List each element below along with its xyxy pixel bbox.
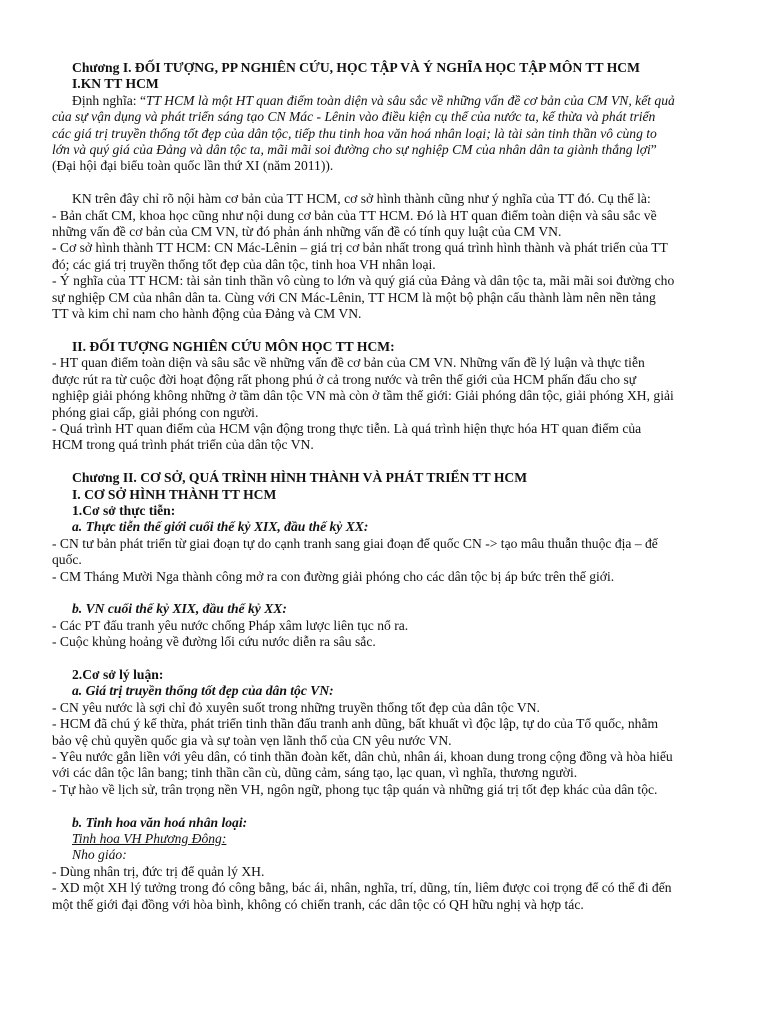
paragraph-line: HCM trong quá trình phát triển của dân tộc VN.: [52, 437, 314, 453]
eastern-culture-subheading: Tinh hoa VH Phương Đông:: [72, 831, 227, 846]
definition-text: lớn và quý giá của Đảng và dân tộc ta, mãi mãi soi đường cho sự nghiệp CM của nhân dân ta giành thắng lợi: [52, 142, 651, 158]
paragraph-line: - Các PT đấu tranh yêu nước chống Pháp xâm lược liên tục nổ ra.: [52, 617, 409, 633]
item-a1-heading: a. Thực tiễn thế giới cuối thế kỷ XIX, đầu thế kỷ XX:: [72, 519, 369, 535]
definition-close: ”: [650, 142, 657, 158]
paragraph-line: - CM Tháng Mười Nga thành công mở ra con đường giải phóng cho các dân tộc bị áp bức trên thế giới.: [52, 568, 615, 584]
paragraph-line: - CN yêu nước là sợi chỉ đỏ xuyên suốt trong những truyền thống tốt đẹp của dân tộc VN.: [52, 699, 540, 715]
paragraph-line: phóng giai cấp, giải phóng con người.: [52, 404, 259, 420]
paragraph-line: - Tự hào về lịch sử, trân trọng nền VH, ngôn ngữ, phong tục tập quán và những giá trị tốt đẹp khác của dân tộc.: [52, 781, 658, 797]
paragraph-line: - HCM đã chú ý kế thừa, phát triển tinh thần đấu tranh anh dũng, bất khuất vì độc lập, tự do của Tổ quốc, nhằm: [52, 716, 659, 732]
paragraph-line: - Cơ sở hình thành TT HCM: CN Mác-Lênin – giá trị cơ bản nhất trong quá trình hình thành và phát triển của TT: [52, 240, 668, 256]
item-b2-heading: b. Tinh hoa văn hoá nhân loại:: [72, 814, 248, 830]
definition-block: [52, 93, 724, 175]
paragraph-line: - HT quan điểm toàn diện và sâu sắc về những vấn đề cơ bản của CM VN. Những vấn đề lý luận và thực tiễn: [52, 355, 645, 371]
paragraph-line: - XD một XH lý tưởng trong đó công bằng, bác ái, nhân, nghĩa, trí, dũng, tín, liêm được coi trọng để có thể đi đến: [52, 880, 672, 896]
paragraph-line: với các dân tộc lân bang; tinh thần cần cù, dũng cảm, sáng tạo, lạc quan, vì nghĩa, thương người.: [52, 765, 578, 781]
paragraph-line: nghiệp giải phóng không những ở tầm dân tộc VN mà còn ở tầm thế giới: Giải phóng dân tộc, giải phóng XH, giải: [52, 388, 674, 404]
paragraph-line: bảo vệ chủ quyền quốc gia và sự toàn vẹn lãnh thổ của CN yêu nước VN.: [52, 732, 452, 748]
paragraph-line: sự nghiệp CM của nhân dân ta. Cùng với CN Mác-Lênin, TT HCM là một bộ phận cấu thành làm nên nền tảng: [52, 289, 656, 305]
paragraph-line: - CN tư bản phát triển từ giai đoạn tự do cạnh tranh sang giai đoạn đế quốc CN -> tạo mâu thuẫn thuộc địa – đế: [52, 535, 658, 551]
section-basis-heading: I. CƠ SỞ HÌNH THÀNH TT HCM: [72, 486, 277, 502]
section-kn-heading: I.KN TT HCM: [72, 76, 159, 92]
subsection-practical-heading: 1.Cơ sở thực tiễn:: [72, 502, 176, 518]
definition-line: các giá trị truyền thống tốt đẹp của dân tộc, tiếp thu tinh hoa văn hoá nhân loại; là tài sản tinh thần vô cùng to: [52, 125, 657, 141]
paragraph-line: - Cuộc khủng hoảng về đường lối cứu nước diễn ra sâu sắc.: [52, 634, 376, 650]
definition-text: TT HCM là một HT quan điểm toàn diện và sâu sắc về những vấn đề cơ bản của CM VN, kết quả: [146, 92, 675, 108]
confucianism-subheading: Nho giáo:: [72, 847, 127, 863]
chapter-1-title: Chương I. ĐỐI TƯỢNG, PP NGHIÊN CỨU, HỌC TẬP VÀ Ý NGHĨA HỌC TẬP MÔN TT HCM: [72, 60, 640, 75]
item-b1-heading: b. VN cuối thế kỷ XIX, đầu thế kỷ XX:: [72, 601, 287, 617]
paragraph-line: quốc.: [52, 552, 82, 568]
paragraph-line: những vấn đề cơ bản của CM VN, từ đó phản ánh những vấn đề có tính quy luật của CM VN.: [52, 224, 562, 240]
paragraph-line: - Ý nghĩa của TT HCM: tài sản tinh thần vô cùng to lớn và quý giá của Đảng và dân tộc ta, mãi mãi soi đường cho: [52, 273, 675, 289]
item-a2-heading: a. Giá trị truyền thống tốt đẹp của dân tộc VN:: [72, 683, 334, 699]
paragraph-line: đó; các giá trị truyền thống tốt đẹp của dân tộc, tinh hoa VH nhân loại.: [52, 256, 436, 272]
paragraph-line: - Bản chất CM, khoa học cũng như nội dung cơ bản của TT HCM. Đó là HT quan điểm toàn diện và sâu sắc về: [52, 207, 657, 223]
definition-lead: Định nghĩa: “: [72, 92, 146, 108]
definition-line: [52, 93, 724, 109]
kn-intro: KN trên đây chỉ rõ nội hàm cơ bản của TT HCM, cơ sở hình thành cũng như ý nghĩa của TT đó. Cụ thể là:: [72, 191, 651, 207]
definition-line: [52, 142, 724, 158]
chapter-2-title: Chương II. CƠ SỞ, QUÁ TRÌNH HÌNH THÀNH VÀ PHÁT TRIỂN TT HCM: [72, 470, 528, 486]
paragraph-line: TT và kim chỉ nam cho hành động của Đảng và CM VN.: [52, 306, 362, 322]
definition-source: (Đại hội đại biểu toàn quốc lần thứ XI (năm 2011)).: [52, 158, 334, 174]
definition-line: của sự vận dụng và phát triển sáng tạo CN Mác - Lênin vào điều kiện cụ thể của nước ta, kế thừa và phát triển: [52, 109, 656, 125]
paragraph-line: - Dùng nhân trị, đức trị để quản lý XH.: [52, 863, 265, 879]
subsection-theory-heading: 2.Cơ sở lý luận:: [72, 666, 164, 682]
section-object-heading: II. ĐỐI TƯỢNG NGHIÊN CỨU MÔN HỌC TT HCM:: [72, 338, 395, 354]
paragraph-line: - Yêu nước gắn liền với yêu dân, có tinh thần đoàn kết, dân chủ, nhân ái, khoan dung trong cộng đồng và hòa hiếu: [52, 748, 673, 764]
paragraph-line: một thế giới đại đồng với hòa bình, không có chiến tranh, các dân tộc có QH hữu nghị và hợp tác.: [52, 896, 584, 912]
paragraph-line: - Quá trình HT quan điểm của HCM vận động trong thực tiễn. Là quá trình hiện thực hóa HT quan điểm của: [52, 420, 642, 436]
paragraph-line: được rút ra từ cuộc đời hoạt động rất phong phú ở cả trong nước và trên thế giới của HCM phấn đấu cho sự: [52, 371, 637, 387]
